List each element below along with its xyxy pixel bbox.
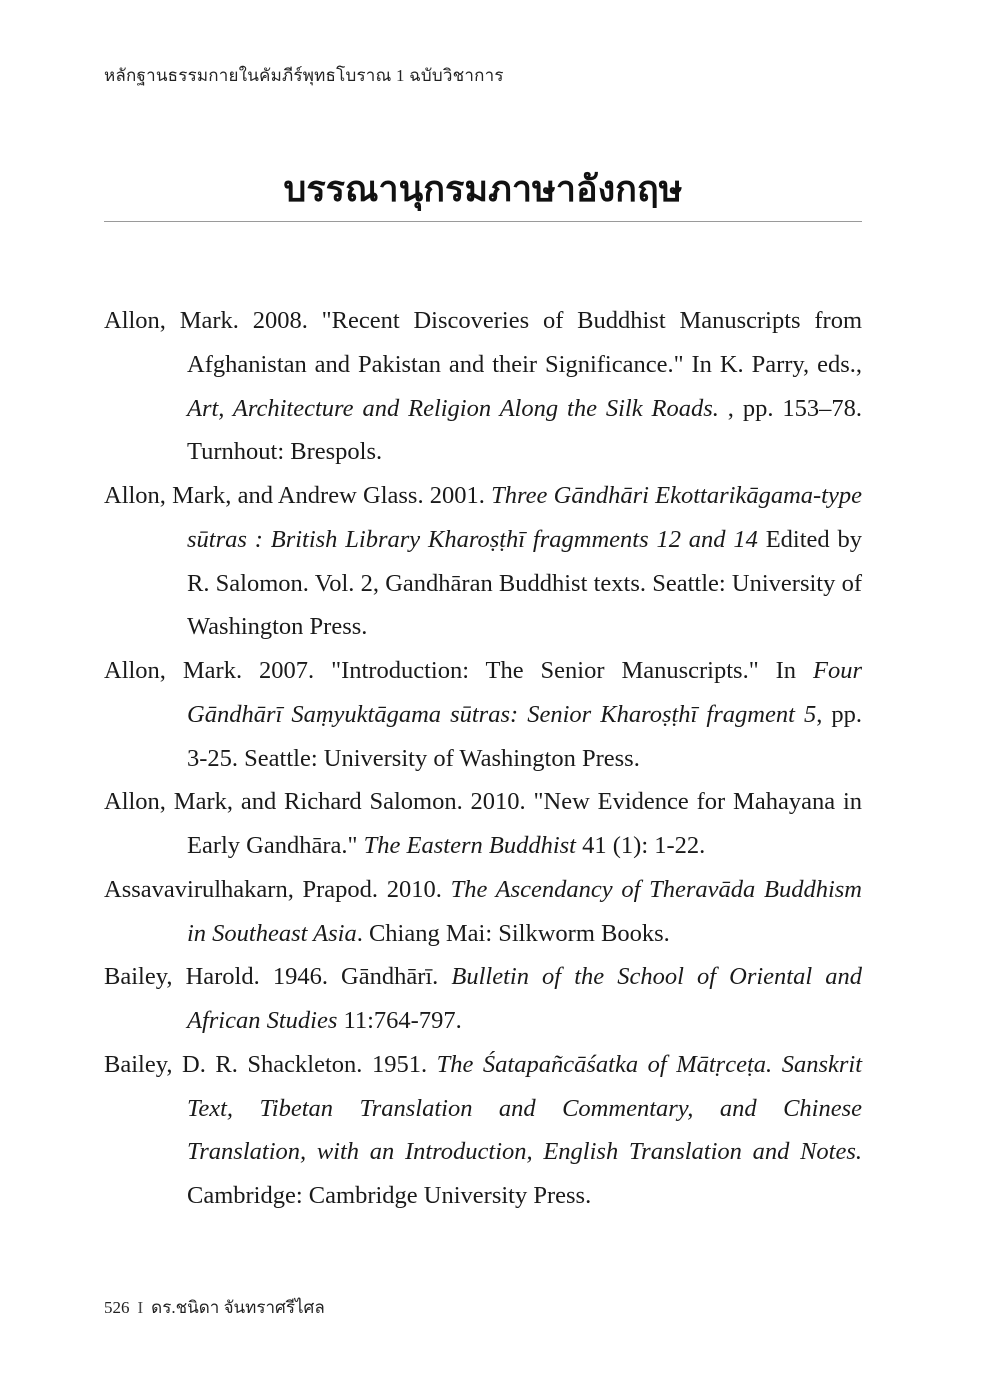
entry-text: Bailey, D. R. Shackleton. 1951. (104, 1050, 437, 1078)
section-title: บรรณานุกรมภาษาอังกฤษ (283, 169, 683, 210)
bibliography-entry (104, 474, 862, 649)
entry-text: Assavavirulhakarn, Prapod. 2010. (104, 875, 451, 903)
entry-text: 41 (1): 1-22. (576, 832, 706, 859)
bibliography-entry (104, 868, 862, 956)
bibliography-entry (104, 299, 862, 474)
page-footer (104, 1294, 325, 1321)
bibliography-list (104, 299, 862, 1218)
running-header: หลักฐานธรรมกายในคัมภีร์พุทธโบราณ 1 ฉบับวิชาการ (104, 66, 504, 85)
entry-text: , pp. 153–78. Turnhout: Brespols. (187, 394, 862, 466)
entry-text: Allon, Mark, and Andrew Glass. 2001. (104, 482, 492, 509)
entry-text: Allon, Mark. 2008. "Recent Discoveries of Buddhist Manuscripts from Afghanistan and Pakistan and their Significance." In K. Parry, eds., (104, 307, 862, 378)
bibliography-entry (104, 649, 862, 780)
footer-author: ดร.ชนิดา จันทราศรีไศล (151, 1298, 325, 1317)
entry-text: Bailey, Harold. 1946. Gāndhārī. (104, 963, 452, 991)
entry-text: 11:764-797. (337, 1007, 462, 1034)
entry-title: The Eastern Buddhist (363, 832, 576, 859)
entry-title: The Śatapañcāśatka of Mātṛceṭa. Sanskrit Text, Tibetan Translation and Commentary, and Chinese Translation, with an Introduction, English Translation and Notes. (187, 1050, 862, 1166)
entry-text: Edited by R. Salomon. Vol. 2, Gandhāran Buddhist texts. Seattle: University of Washington Press. (187, 525, 862, 641)
title-divider (104, 221, 862, 222)
entry-text: , pp. 3-25. Seattle: University of Washington Press. (187, 700, 863, 772)
entry-text: . Chiang Mai: Silkworm Books. (356, 919, 670, 947)
entry-text: Cambridge: Cambridge University Press. (187, 1182, 592, 1209)
entry-title: Four Gāndhārī Saṃyuktāgama sūtras: Senior Kharoṣṭhī fragment 5 (187, 657, 862, 728)
page-number: 526 (104, 1298, 130, 1317)
entry-text: Allon, Mark, and Richard Salomon. 2010. "New Evidence for Mahayana in Early Gandhāra." (104, 788, 862, 859)
entry-title: Bulletin of the School of Oriental and African Studies (187, 963, 862, 1034)
entry-title: Art, Architecture and Religion Along the Silk Roads. (187, 394, 719, 422)
bibliography-entry (104, 780, 862, 868)
entry-text: Allon, Mark. 2007. "Introduction: The Senior Manuscripts." In (104, 657, 813, 684)
bibliography-entry (104, 955, 862, 1043)
footer-separator: I (137, 1298, 144, 1317)
bibliography-entry (104, 1043, 862, 1218)
entry-title: Three Gāndhāri Ekottarikāgama-type sūtras : British Library Kharoṣṭhī fragmments 12 and 14 (187, 482, 862, 553)
entry-title: The Ascendancy of Theravāda Buddhism in Southeast Asia (187, 875, 862, 947)
